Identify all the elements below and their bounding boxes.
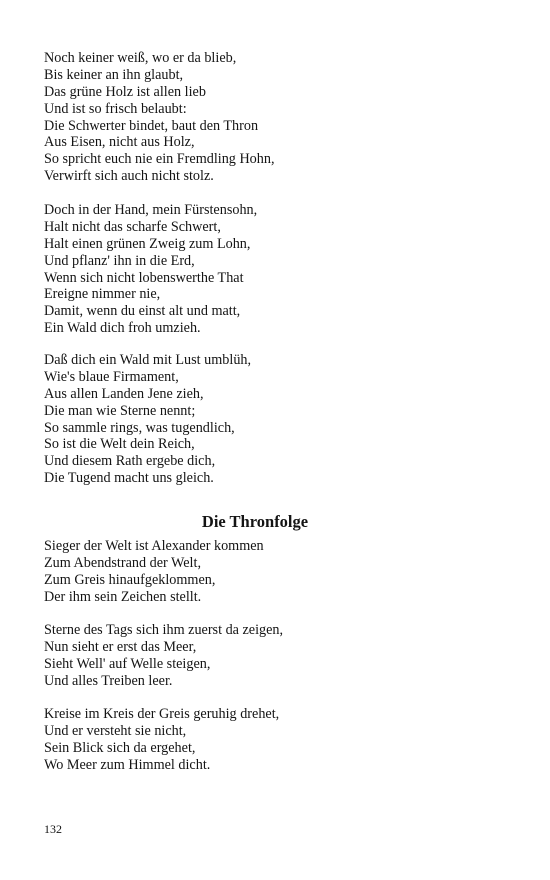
verse-line: Aus allen Landen Jene zieh, (44, 385, 204, 402)
verse-line: Und alles Treiben leer. (44, 672, 173, 689)
verse-line: Ereigne nimmer nie, (44, 286, 161, 303)
verse-line: Halt nicht das scharfe Schwert, (44, 218, 221, 235)
verse-line: So spricht euch nie ein Fremdling Hohn, (44, 151, 275, 168)
verse-line: Wo Meer zum Himmel dicht. (44, 756, 211, 773)
verse-line: So sammle rings, was tugendlich, (44, 419, 235, 436)
verse-line: Der ihm sein Zeichen stellt. (44, 588, 202, 605)
verse-line: Bis keiner an ihn glaubt, (44, 66, 184, 83)
verse-line: Zum Abendstrand der Welt, (44, 554, 201, 571)
poem-stanza-2 (44, 622, 514, 690)
stanza-prev-2 (44, 202, 514, 337)
verse-line: Die man wie Sterne nennt; (44, 402, 196, 419)
verse-line: Und pflanz' ihn in die Erd, (44, 252, 195, 269)
poem-title: Die Thronfolge (201, 512, 309, 531)
verse-line: So ist die Welt dein Reich, (44, 436, 195, 453)
verse-line: Damit, wenn du einst alt und matt, (44, 303, 241, 320)
verse-line: Und ist so frisch belaubt: (44, 100, 187, 117)
verse-line: Die Schwerter bindet, baut den Thron (44, 117, 259, 134)
verse-line: Kreise im Kreis der Greis geruhig drehet, (44, 706, 280, 722)
verse-line: Zum Greis hinaufgeklommen, (44, 571, 216, 588)
verse-line: Das grüne Holz ist allen lieb (44, 83, 206, 100)
verse-line: Aus Eisen, nicht aus Holz, (44, 134, 195, 151)
verse-line: Die Tugend macht uns gleich. (44, 470, 214, 487)
verse-line: Wie's blaue Firmament, (44, 368, 179, 385)
verse-line: Ein Wald dich froh umzieh. (44, 320, 201, 337)
verse-line: Verwirft sich auch nicht stolz. (44, 168, 214, 185)
verse-line: Halt einen grünen Zweig zum Lohn, (44, 235, 251, 252)
verse-line: Noch keiner weiß, wo er da blieb, (44, 50, 237, 66)
verse-line: Und diesem Rath ergebe dich, (44, 453, 216, 470)
verse-line: Sieht Well' auf Welle steigen, (44, 655, 211, 672)
verse-line: Wenn sich nicht lobenswerthe That (44, 269, 244, 286)
poem-stanza-1 (44, 538, 514, 606)
verse-line: Nun sieht er erst das Meer, (44, 638, 197, 655)
verse-line: Sein Blick sich da ergehet, (44, 739, 196, 756)
verse-line: Sterne des Tags sich ihm zuerst da zeigen, (44, 622, 284, 638)
page-number: 132 (44, 822, 62, 836)
verse-line: Sieger der Welt ist Alexander kommen (44, 538, 264, 554)
stanza-prev-3 (44, 352, 514, 487)
verse-line: Doch in der Hand, mein Fürstensohn, (44, 202, 258, 218)
verse-line: Daß dich ein Wald mit Lust umblüh, (44, 352, 252, 368)
verse-line: Und er versteht sie nicht, (44, 722, 187, 739)
poem-stanza-3 (44, 706, 514, 774)
stanza-prev-1 (44, 50, 514, 185)
